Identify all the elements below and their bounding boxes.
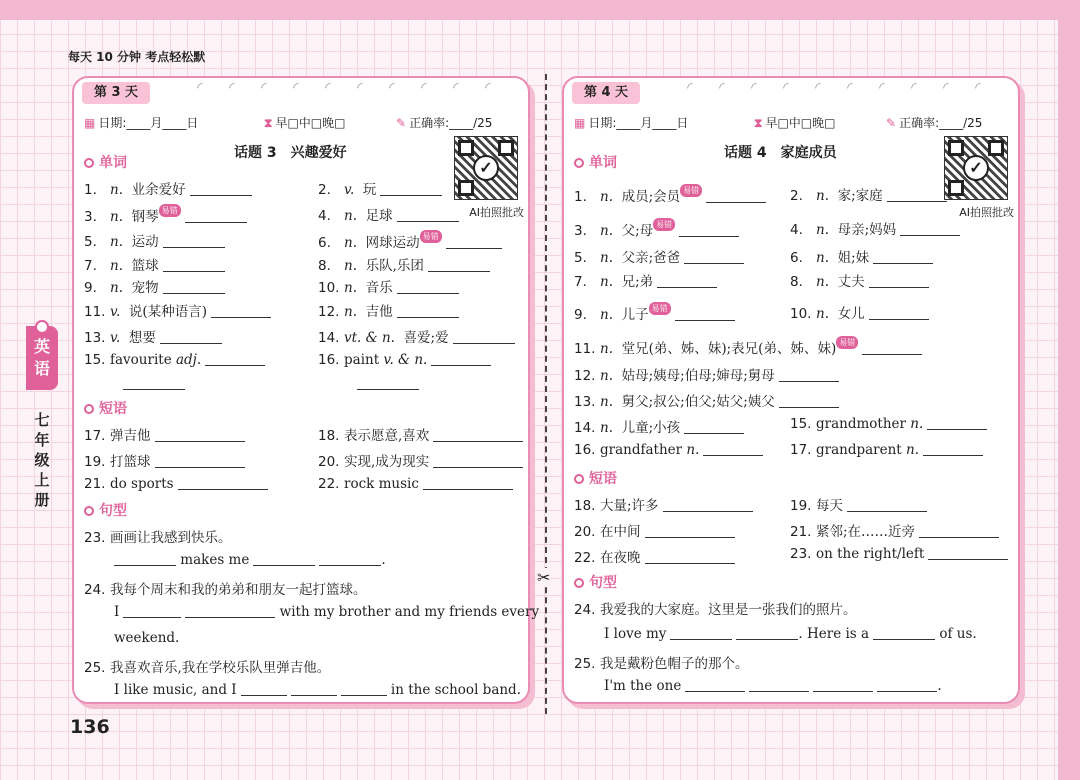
answer-blank[interactable] [205, 352, 265, 366]
answer-blank[interactable] [190, 182, 252, 196]
list-item: 2. v. 玩 [318, 178, 442, 198]
answer-blank[interactable] [706, 189, 766, 203]
list-item: 24. 我爱我的大家庭。这里是一张我们的照片。 [574, 602, 857, 618]
list-item: I'm the one . [604, 678, 942, 694]
list-item: 21. do sports [84, 476, 268, 492]
list-item: 18. 表示愿意,喜欢 [318, 424, 523, 444]
list-item: 25. 我是戴粉色帽子的那个。 [574, 656, 749, 672]
accuracy-field[interactable]: 正确率:____/25 [899, 116, 983, 130]
answer-blank[interactable] [779, 368, 839, 382]
qr-code-icon[interactable]: ✓ [454, 136, 518, 200]
answer-blank[interactable] [380, 182, 442, 196]
answer-blank[interactable] [160, 330, 222, 344]
blank[interactable] [873, 626, 935, 640]
list-item: 3. n. 钢琴 易错 [84, 204, 247, 225]
list-item: 8. n. 乐队,乐团 [318, 254, 490, 274]
answer-blank[interactable] [428, 258, 490, 272]
answer-blank[interactable] [645, 524, 735, 538]
answer-blank[interactable] [657, 274, 717, 288]
blank[interactable] [877, 678, 937, 692]
answer-blank[interactable] [211, 304, 271, 318]
list-item: 16. grandfather n. [574, 442, 763, 458]
answer-blank[interactable] [645, 550, 735, 564]
answer-blank[interactable] [928, 546, 1008, 560]
cut-line [545, 74, 547, 714]
time-checkboxes[interactable]: 早□中□晚□ [765, 116, 836, 130]
answer-blank[interactable] [679, 223, 739, 237]
answer-blank[interactable] [123, 376, 185, 390]
answer-blank[interactable] [869, 306, 929, 320]
answer-blank[interactable] [446, 235, 502, 249]
list-item: I love my . Here is a of us. [604, 626, 977, 642]
answer-blank[interactable] [900, 222, 960, 236]
answer-blank[interactable] [397, 304, 459, 318]
blank[interactable] [319, 552, 381, 566]
error-prone-tag: 易错 [159, 204, 181, 217]
list-item: 1. n. 成员;会员 易错 [574, 184, 766, 205]
answer-blank[interactable] [423, 476, 513, 490]
list-item: 21. 紧邻;在……近旁 [790, 520, 999, 540]
list-item: 11. n. 堂兄(弟、姊、妹);表兄(弟、姊、妹) 易错 [574, 336, 922, 357]
list-item: 9. n. 宠物 [84, 276, 225, 296]
page-header: 每天 10 分钟 考点轻松默 [68, 50, 206, 64]
list-item: 17. 弹吉他 [84, 424, 245, 444]
answer-blank[interactable] [684, 250, 744, 264]
answer-blank[interactable] [431, 352, 491, 366]
list-item: 24. 我每个周末和我的弟弟和朋友一起打篮球。 [84, 582, 367, 598]
blank[interactable] [185, 604, 275, 618]
answer-blank[interactable] [703, 442, 763, 456]
binder-rings: ◜ ◜ ◜ ◜ ◜ ◜ ◜ ◜ ◜ ◜ [197, 80, 491, 96]
blank[interactable] [736, 626, 798, 640]
list-item: 20. 实现,成为现实 [318, 450, 523, 470]
section-words: 单词 [574, 152, 617, 172]
blank[interactable] [670, 626, 732, 640]
list-item: 22. rock music [318, 476, 513, 492]
blank[interactable] [341, 682, 387, 696]
answer-blank[interactable] [847, 498, 927, 512]
score-icon: ✎ [396, 116, 407, 130]
list-item: 14. n. 儿童;小孩 [574, 416, 744, 436]
list-item: 13. n. 舅父;叔公;伯父;姑父;姨父 [574, 390, 839, 410]
list-item: 16. paint v. & n. [318, 352, 491, 368]
list-item: 12. n. 姑母;姨母;伯母;婶母;舅母 [574, 364, 839, 384]
list-item: 9. n. 儿子 易错 [574, 302, 735, 323]
day-3-card [72, 76, 540, 704]
tab-dot-icon [35, 320, 49, 334]
answer-blank[interactable] [433, 454, 523, 468]
answer-blank[interactable] [862, 341, 922, 355]
day-tab: 第 4 天 [572, 82, 640, 104]
blank[interactable] [123, 604, 181, 618]
list-item: 7. n. 篮球 [84, 254, 225, 274]
list-item: 10. n. 音乐 [318, 276, 459, 296]
qr-caption: AI拍照批改 [959, 206, 1014, 219]
list-item: 22. 在夜晚 [574, 546, 735, 566]
error-prone-tag: 易错 [653, 218, 675, 231]
list-item: 19. 打篮球 [84, 450, 245, 470]
blank[interactable] [291, 682, 337, 696]
list-item: 3. n. 父;母 易错 [574, 218, 739, 239]
blank[interactable] [749, 678, 809, 692]
list-item: 15. grandmother n. [790, 416, 987, 432]
answer-blank[interactable] [675, 307, 735, 321]
list-item: 4. n. 足球 [318, 204, 459, 224]
list-item: 18. 大量;许多 [574, 494, 753, 514]
answer-blank[interactable] [453, 330, 515, 344]
list-item: 23. on the right/left [790, 546, 1008, 562]
answer-blank[interactable] [873, 250, 933, 264]
answer-blank[interactable] [919, 524, 999, 538]
list-item: weekend. [114, 630, 180, 646]
subject-tab [26, 326, 58, 390]
list-item: 11. v. 说(某种语言) [84, 300, 271, 320]
answer-blank[interactable] [163, 234, 225, 248]
answer-blank[interactable] [163, 258, 225, 272]
list-item: 12. n. 吉他 [318, 300, 459, 320]
list-item: 6. n. 网球运动 易错 [318, 230, 502, 251]
answer-blank[interactable] [357, 376, 419, 390]
list-item [318, 376, 419, 392]
error-prone-tag: 易错 [680, 184, 702, 197]
list-item: 8. n. 丈夫 [790, 270, 929, 290]
answer-blank[interactable] [185, 209, 247, 223]
list-item: 6. n. 姐;妹 [790, 246, 933, 266]
blank[interactable] [253, 552, 315, 566]
list-item: 4. n. 母亲;妈妈 [790, 218, 960, 238]
answer-blank[interactable] [684, 420, 744, 434]
answer-blank[interactable] [155, 454, 245, 468]
list-item: 19. 每天 [790, 494, 927, 514]
list-item: 23. 画画让我感到快乐。 [84, 530, 232, 546]
blank[interactable] [685, 678, 745, 692]
accuracy-field[interactable]: 正确率:____/25 [409, 116, 493, 130]
answer-blank[interactable] [927, 416, 987, 430]
day-tab: 第 3 天 [82, 82, 150, 104]
date-field[interactable]: 日期:____月____日 [588, 116, 689, 130]
list-item: 17. grandparent n. [790, 442, 983, 458]
hourglass-icon: ⧗ [264, 116, 273, 130]
list-item: 20. 在中间 [574, 520, 735, 540]
qr-caption: AI拍照批改 [469, 206, 524, 219]
calendar-icon: ▦ [84, 116, 96, 130]
answer-blank[interactable] [155, 428, 245, 442]
date-field[interactable]: 日期:____月____日 [98, 116, 199, 130]
day-4-card [562, 76, 1020, 704]
error-prone-tag: 易错 [420, 230, 442, 243]
list-item: 2. n. 家;家庭 [790, 184, 947, 204]
section-sentences: 句型 [84, 500, 127, 520]
section-words: 单词 [84, 152, 127, 172]
error-prone-tag: 易错 [836, 336, 858, 349]
blank[interactable] [241, 682, 287, 696]
topic-title: 话题 3 兴趣爱好 [234, 145, 347, 161]
score-icon: ✎ [886, 116, 897, 130]
list-item: I like music, and I in the school band. [114, 682, 521, 698]
scissors-icon: ✂ [537, 568, 551, 587]
section-phrases: 短语 [574, 468, 617, 488]
answer-blank[interactable] [779, 394, 839, 408]
answer-blank[interactable] [663, 498, 753, 512]
right-band [1058, 0, 1080, 780]
topic-title: 话题 4 家庭成员 [724, 145, 837, 161]
list-item: 7. n. 兄;弟 [574, 270, 717, 290]
list-item: 25. 我喜欢音乐,我在学校乐队里弹吉他。 [84, 660, 331, 676]
answer-blank[interactable] [397, 208, 459, 222]
time-checkboxes[interactable]: 早□中□晚□ [275, 116, 346, 130]
list-item: 10. n. 女儿 [790, 302, 929, 322]
list-item: 5. n. 运动 [84, 230, 225, 250]
list-item: 13. v. 想要 [84, 326, 222, 346]
error-prone-tag: 易错 [649, 302, 671, 315]
top-band [0, 0, 1080, 20]
page-number: 136 [70, 716, 110, 738]
list-item [84, 376, 185, 392]
blank[interactable] [813, 678, 873, 692]
qr-code-icon[interactable]: ✓ [944, 136, 1008, 200]
subject-label: 英语 [33, 337, 50, 378]
section-phrases: 短语 [84, 398, 127, 418]
answer-blank[interactable] [397, 280, 459, 294]
blank[interactable] [114, 552, 176, 566]
answer-blank[interactable] [163, 280, 225, 294]
answer-blank[interactable] [887, 188, 947, 202]
answer-blank[interactable] [433, 428, 523, 442]
list-item: 15. favourite adj. [84, 352, 265, 368]
hourglass-icon: ⧗ [754, 116, 763, 130]
answer-blank[interactable] [923, 442, 983, 456]
answer-blank[interactable] [178, 476, 268, 490]
grade-label: 七年级上册 [34, 411, 50, 509]
list-item: 1. n. 业余爱好 [84, 178, 252, 198]
section-sentences: 句型 [574, 572, 617, 592]
calendar-icon: ▦ [574, 116, 586, 130]
list-item: 14. vt. & n. 喜爱;爱 [318, 326, 515, 346]
binder-rings: ◜ ◜ ◜ ◜ ◜ ◜ ◜ ◜ ◜ ◜ [687, 80, 981, 96]
answer-blank[interactable] [869, 274, 929, 288]
list-item: makes me . [114, 552, 386, 568]
list-item: 5. n. 父亲;爸爸 [574, 246, 744, 266]
list-item: I with my brother and my friends every [114, 604, 540, 620]
